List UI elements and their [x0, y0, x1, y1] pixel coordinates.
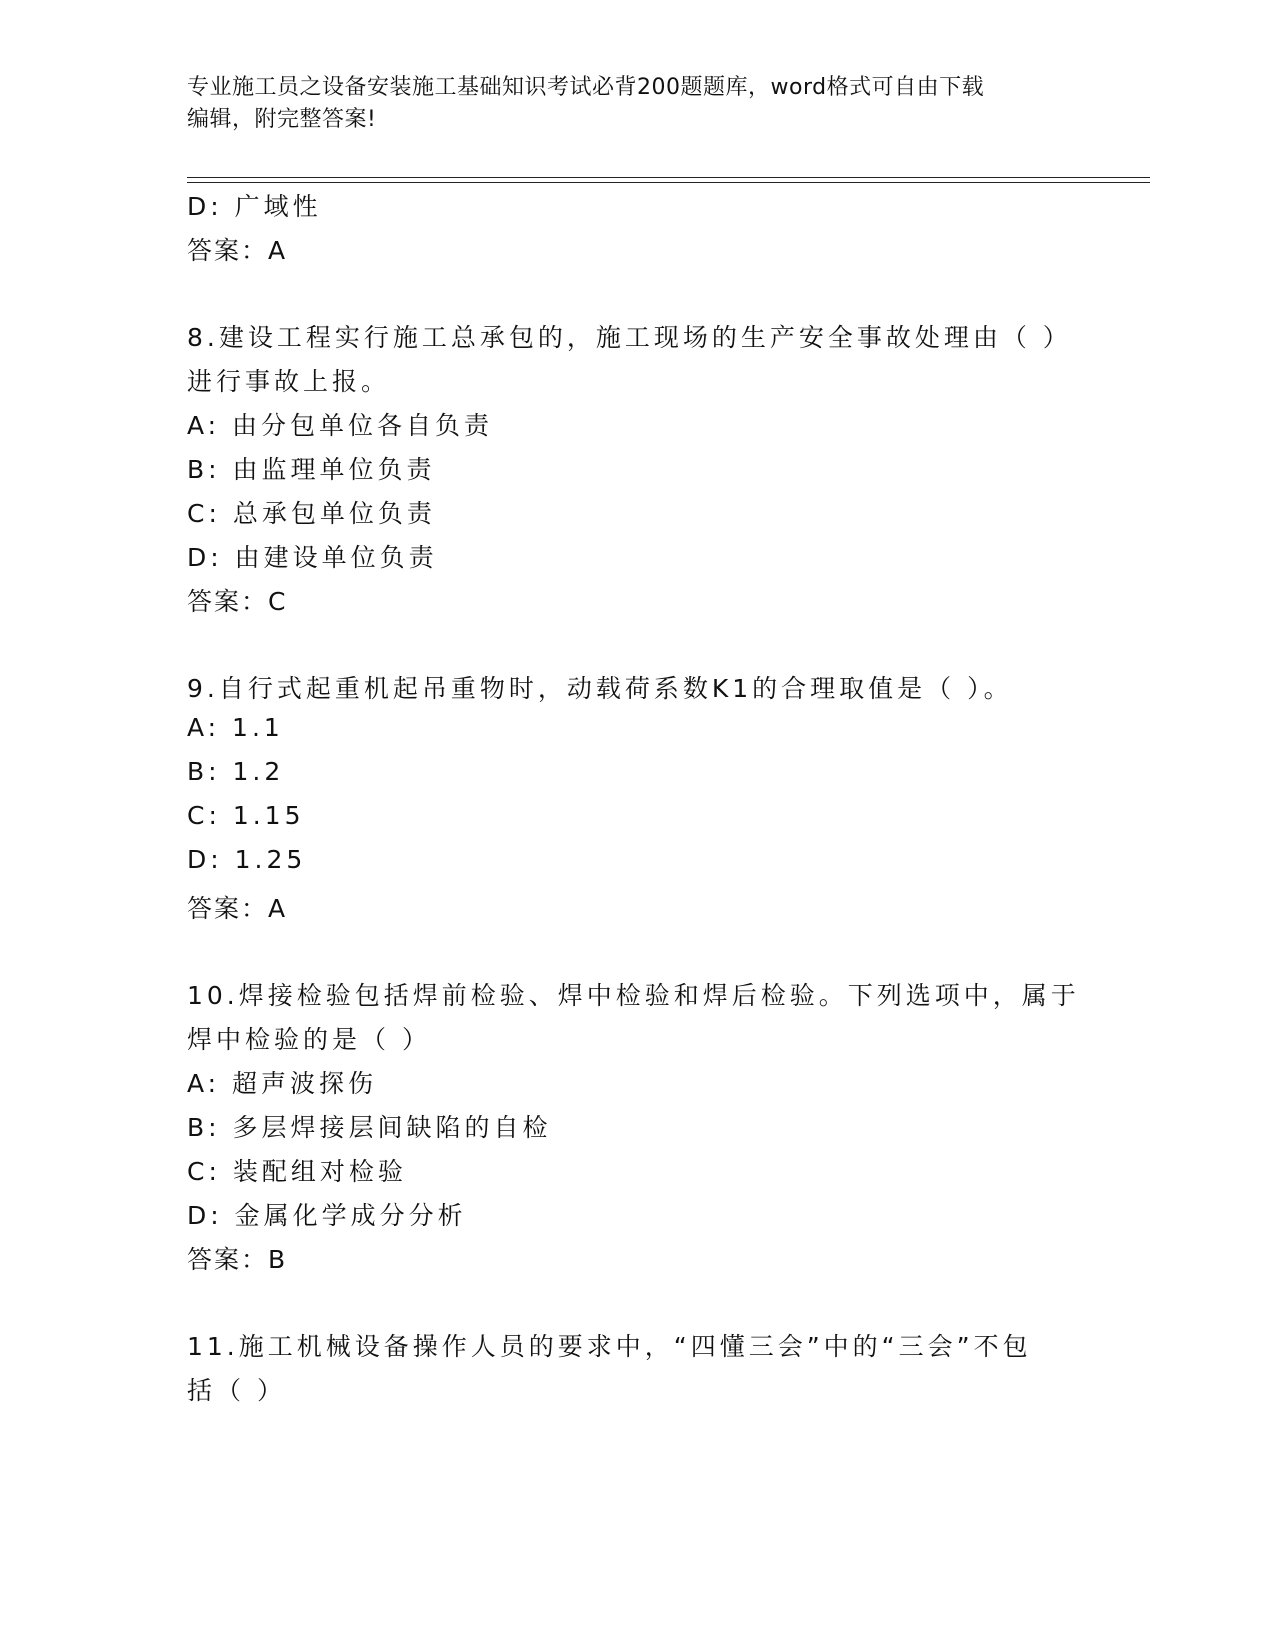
q8-answer: 答案：C [187, 587, 288, 616]
q9-option-b: B: 1.2 [187, 757, 285, 786]
q10-stem-line-2: 焊中检验的是（ ） [187, 1025, 431, 1054]
q8-stem-line-1: 8.建设工程实行施工总承包的，施工现场的生产安全事故处理由（ ） [187, 323, 1072, 352]
q8-stem-line-2: 进行事故上报。 [187, 367, 391, 396]
header-line-2: 编辑，附完整答案! [187, 107, 377, 132]
q10-stem-line-1: 10.焊接检验包括焊前检验、焊中检验和焊后检验。下列选项中，属于 [187, 981, 1080, 1010]
q9-option-a: A: 1.1 [187, 713, 284, 742]
document-header [187, 72, 1067, 136]
q9-option-c: C: 1.15 [187, 801, 305, 830]
header-divider-top [187, 177, 1150, 178]
q11-stem-line-2: 括（ ） [187, 1376, 286, 1405]
q10-option-a: A: 超声波探伤 [187, 1069, 378, 1098]
header-line-1: 专业施工员之设备安装施工基础知识考试必背200题题库，word格式可自由下载 [187, 75, 985, 100]
q10-option-d: D: 金属化学成分分析 [187, 1201, 467, 1230]
q9-answer: 答案：A [187, 894, 288, 923]
q10-option-c: C: 装配组对检验 [187, 1157, 407, 1186]
q10-option-b: B: 多层焊接层间缺陷的自检 [187, 1113, 552, 1142]
q8-option-b: B: 由监理单位负责 [187, 455, 436, 484]
q8-option-d: D: 由建设单位负责 [187, 543, 438, 572]
q8-option-c: C: 总承包单位负责 [187, 499, 436, 528]
q11-stem-line-1: 11.施工机械设备操作人员的要求中，“四懂三会”中的“三会”不包 [187, 1332, 1032, 1361]
q9-option-d: D: 1.25 [187, 845, 307, 874]
q7-answer: 答案：A [187, 236, 288, 265]
q8-option-a: A: 由分包单位各自负责 [187, 411, 494, 440]
header-divider-bottom [187, 182, 1150, 183]
q10-answer: 答案：B [187, 1245, 288, 1274]
q9-stem-line-1: 9.自行式起重机起吊重物时，动载荷系数K1的合理取值是（ ）。 [187, 674, 1013, 703]
q7-option-d: D: 广域性 [187, 192, 322, 221]
